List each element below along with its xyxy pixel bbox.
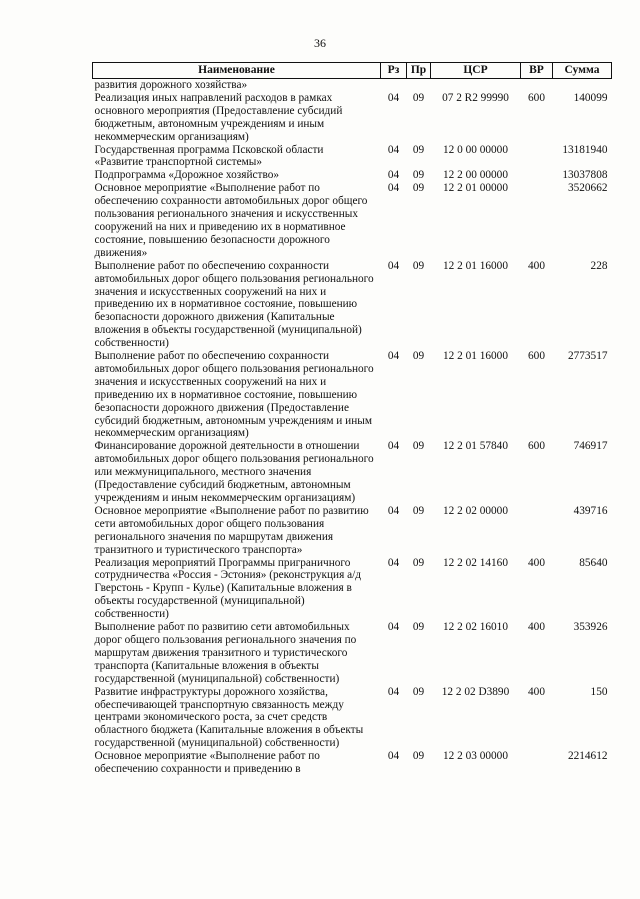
row-name: Развитие инфраструктуры дорожного хозяйства, обеспечивающей транспортную связанность между центрами экономического роста, за счет средств областного бюджета (Капитальные вложения в объекты государственной (муниципальной) собственности) <box>94 685 364 750</box>
row-csr: 12 2 00 00000 <box>443 169 508 182</box>
row-sum: 746917 <box>573 440 608 453</box>
row-rz: 04 <box>387 621 400 634</box>
header-sum: Сумма <box>553 63 612 79</box>
row-pr: 09 <box>412 182 425 195</box>
row-pr: 09 <box>412 440 425 453</box>
row-vr <box>521 505 553 557</box>
row-sum: 2214612 <box>567 750 608 763</box>
row-vr: 400 <box>528 621 545 634</box>
row-pr <box>407 79 431 92</box>
row-name: Государственная программа Псковской области «Развитие транспортной системы» <box>94 143 324 169</box>
row-csr: 12 2 01 16000 <box>443 350 508 363</box>
row-pr: 09 <box>412 169 425 182</box>
row-vr <box>521 182 553 259</box>
row-rz: 04 <box>387 350 400 363</box>
row-pr: 09 <box>412 750 425 763</box>
row-name: Выполнение работ по обеспечению сохранности автомобильных дорог общего пользования регионального значения и искусственных сооружений на них и приведению их в нормативное состояние, повышению безопасности дорожного движения (Капитальные вложения в объекты государственной (муниципальной) собственности) <box>94 259 374 350</box>
row-vr <box>521 144 553 170</box>
row-csr: 12 2 02 D3890 <box>441 685 510 698</box>
row-csr: 12 0 00 00000 <box>443 143 508 156</box>
row-name: Подпрограмма «Дорожное хозяйство» <box>94 169 279 182</box>
header-row <box>93 63 612 79</box>
row-sum: 13181940 <box>562 143 608 156</box>
row-vr: 600 <box>528 440 545 453</box>
row-pr: 09 <box>412 143 425 156</box>
row-csr: 12 2 02 14160 <box>443 556 508 569</box>
row-sum <box>553 79 612 92</box>
row-rz <box>381 79 407 92</box>
row-csr: 12 2 01 00000 <box>443 182 508 195</box>
row-rz: 04 <box>387 169 400 182</box>
table-row <box>93 92 612 144</box>
row-pr: 09 <box>412 259 425 272</box>
row-name: Основное мероприятие «Выполнение работ по обеспечению сохранности и приведению в <box>94 750 320 776</box>
row-name: Финансирование дорожной деятельности в отношении автомобильных дорог общего пользования регионального или межмуниципального, местного значения (Предоставление субсидий бюджетным, автономным учреждениям и иным некоммерческим организациям) <box>94 440 374 504</box>
row-vr <box>521 169 553 182</box>
header-csr: ЦСР <box>431 63 521 79</box>
table-row <box>93 750 612 776</box>
row-rz: 04 <box>387 556 400 569</box>
row-sum: 85640 <box>579 556 608 569</box>
row-pr: 09 <box>412 621 425 634</box>
row-rz: 04 <box>387 182 400 195</box>
table-row <box>93 182 612 259</box>
row-csr <box>431 79 521 92</box>
row-rz: 04 <box>387 259 400 272</box>
row-vr: 400 <box>528 259 545 272</box>
row-name: Выполнение работ по обеспечению сохранности автомобильных дорог общего пользования регионального значения и искусственных сооружений на них и приведению их в нормативное состояние, повышению безопасности дорожного движения (Предоставление субсидий бюджетным, автономным учреждениям и иным некоммерческим организациям) <box>94 350 374 440</box>
row-sum: 140099 <box>573 91 608 104</box>
row-rz: 04 <box>387 91 400 104</box>
table-header <box>93 63 612 79</box>
row-pr: 09 <box>412 685 425 698</box>
table-row <box>93 79 612 92</box>
row-vr: 400 <box>528 685 545 698</box>
table-row <box>93 686 612 751</box>
row-pr: 09 <box>412 91 425 104</box>
table-row <box>93 440 612 505</box>
table-row <box>93 350 612 440</box>
row-name: Основное мероприятие «Выполнение работ по развитию сети автомобильных дорог общего пользования регионального значения по маршрутам движения транзитного и туристического транспорта» <box>94 504 369 556</box>
row-sum: 2773517 <box>567 350 608 363</box>
table-row <box>93 169 612 182</box>
header-vr: ВР <box>521 63 553 79</box>
row-sum: 439716 <box>573 504 608 517</box>
header-pr: Пр <box>407 63 431 79</box>
budget-table <box>92 62 612 776</box>
row-vr <box>521 750 553 776</box>
header-rz: Рз <box>381 63 407 79</box>
header-name: Наименование <box>93 63 381 79</box>
row-sum: 228 <box>590 259 608 272</box>
row-vr <box>521 79 553 92</box>
row-vr: 600 <box>528 350 545 363</box>
row-rz: 04 <box>387 143 400 156</box>
row-name: Основное мероприятие «Выполнение работ по обеспечению сохранности автомобильных дорог общего пользования регионального значения и искусственных сооружений на них и приведению их в нормативное состояние, повышению безопасности дорожного движения» <box>94 182 368 259</box>
table-row <box>93 144 612 170</box>
row-csr: 07 2 R2 99990 <box>442 91 509 104</box>
table-row <box>93 505 612 557</box>
row-rz: 04 <box>387 685 400 698</box>
row-pr: 09 <box>412 504 425 517</box>
table-row <box>93 260 612 350</box>
row-vr: 400 <box>528 556 545 569</box>
table-row <box>93 621 612 686</box>
row-csr: 12 2 03 00000 <box>443 750 508 763</box>
row-csr: 12 2 02 00000 <box>443 504 508 517</box>
row-csr: 12 2 02 16010 <box>443 621 508 634</box>
row-name: Реализация иных направлений расходов в рамках основного мероприятия (Предоставление субсидий бюджетным, автономным учреждениям и иным некоммерческим организациям) <box>94 91 343 143</box>
row-csr: 12 2 01 16000 <box>443 259 508 272</box>
row-pr: 09 <box>412 350 425 363</box>
row-sum: 3520662 <box>567 182 608 195</box>
row-name: Реализация мероприятий Программы приграничного сотрудничества «Россия - Эстония» (реконструкция а/д Гверстонь - Крупп - Кулье) (Капитальные вложения в объекты государственной (муниципальной) собственности) <box>94 556 362 621</box>
row-rz: 04 <box>387 750 400 763</box>
row-sum: 13037808 <box>562 169 608 182</box>
table-body <box>93 79 612 776</box>
page-number: 36 <box>314 36 326 50</box>
row-rz: 04 <box>387 440 400 453</box>
row-rz: 04 <box>387 504 400 517</box>
row-vr: 600 <box>528 91 545 104</box>
row-sum: 150 <box>590 685 608 698</box>
table-row <box>93 557 612 622</box>
row-csr: 12 2 01 57840 <box>443 440 508 453</box>
row-sum: 353926 <box>573 621 608 634</box>
row-pr: 09 <box>412 556 425 569</box>
row-name: развития дорожного хозяйства» <box>94 79 248 91</box>
row-name: Выполнение работ по развитию сети автомобильных дорог общего пользования регионального значения по маршрутам движения транзитного и туристического транспорта (Капитальные вложения в объекты государственной (муниципальной) собственности) <box>94 621 357 685</box>
